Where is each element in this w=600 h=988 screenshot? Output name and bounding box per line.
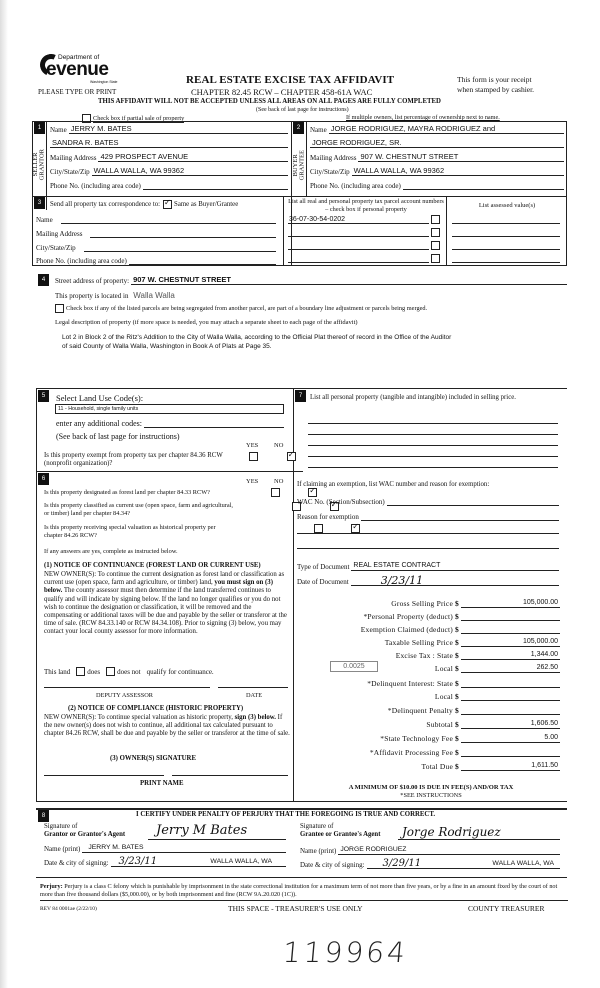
please-type: PLEASE TYPE OR PRINT bbox=[38, 88, 117, 96]
delinquent-interest-state-row: *Delinquent Interest: State $ bbox=[300, 676, 560, 688]
current-use-question: Is this property classified as current use (open space, farm and agricultural, or timber) land per chapter 84.34? bbox=[44, 502, 234, 517]
gross-selling-price-row: Gross Selling Price $ 105,000.00 bbox=[300, 596, 560, 608]
perjury-notice: Perjury: Perjury is a class C felony which is punishable by imprisonment in the state correctional institution for a maximum term of not more than five years, or by a fine in an amount fixed by the court of not more than five thousand dollars ($5,000.00), or by both imprisonment and fine (RCW 9A.20.020 (1C)). bbox=[40, 883, 568, 901]
exemption-claimed-label: Exemption Claimed (deduct) bbox=[360, 625, 453, 634]
correspondence-city-label: City/State/Zip bbox=[36, 244, 76, 252]
exempt-no-checkbox[interactable] bbox=[287, 452, 296, 461]
notice-compliance-text: NEW OWNER(S): To continue special valuation as historic property, sign (3) below. If the new owner(s) does not wish to continue, all additional tax calculated pursuant to chapter 84.26 RCW, shall be due and payable by the seller or transferor at the time of sale. bbox=[44, 714, 290, 738]
delinquent-interest-state-field[interactable] bbox=[461, 678, 560, 688]
seller-city-label: City/State/Zip bbox=[50, 168, 90, 176]
grantee-signature-label: Signature of Grantee or Grantee's Agent bbox=[300, 823, 381, 838]
grantee-date-value: 3/29/11 bbox=[382, 858, 422, 869]
assessor-date-label: DATE bbox=[246, 692, 263, 699]
buyer-phone-label: Phone No. (including area code) bbox=[310, 182, 401, 190]
logo-main-text: evenue bbox=[46, 59, 109, 80]
assessed-value-field[interactable] bbox=[452, 253, 560, 263]
owner-signature-line[interactable] bbox=[44, 770, 164, 776]
logo-sub-text: Washington State bbox=[90, 80, 118, 84]
segregated-checkbox[interactable] bbox=[55, 304, 64, 313]
deputy-assessor-label: DEPUTY ASSESSOR bbox=[96, 692, 153, 699]
continuance-choice-row bbox=[44, 667, 214, 676]
assessor-date-line[interactable] bbox=[218, 682, 288, 688]
section-6-badge: 6 bbox=[38, 473, 49, 485]
does-label: does bbox=[87, 667, 101, 676]
seller-side-label: SELLER GRANTOR bbox=[31, 149, 45, 181]
qualify-label: qualify for continuance. bbox=[146, 667, 214, 676]
additional-codes-field[interactable] bbox=[144, 418, 284, 428]
form-chapters: CHAPTER 82.45 RCW – CHAPTER 458-61A WAC bbox=[191, 87, 373, 97]
section-3-left-divider bbox=[283, 196, 284, 266]
seller-phone-row bbox=[50, 180, 288, 190]
located-in-value[interactable]: Walla Walla bbox=[133, 291, 175, 300]
notice-continuance-text: NEW OWNER(S): To continue the current designation as forest land or classification as current use (open space, farm and agriculture, or timber) land, you must sign on (3) below. The county assessor must then determine if the land transferred continues to qualify and will indicate by signing below. If the land no longer qualifies or you do not wish to continue the designation or classification, it will be removed and the compensating or additional taxes will be due and payable by the seller or transferor at the time of sale. (RCW 84.33.140 or RCW 84.34.108). Prior to signing (3) below, you may contact your local county assessor for more information. bbox=[44, 571, 287, 636]
grantor-city-value: WALLA WALLA, WA bbox=[210, 858, 272, 865]
reason-line-2[interactable] bbox=[297, 526, 559, 534]
buyer-name-2-field[interactable]: JORGE RODRIGUEZ, SR. bbox=[310, 138, 564, 148]
buyer-name-label: Name bbox=[310, 126, 327, 134]
grantor-date-value: 3/23/11 bbox=[118, 856, 158, 867]
correspondence-mailing-label: Mailing Address bbox=[36, 230, 83, 238]
assessed-header: List assessed value(s) bbox=[478, 202, 536, 209]
deputy-assessor-signature-line[interactable] bbox=[44, 682, 210, 688]
state-technology-fee-row: *State Technology Fee $ 5.00 bbox=[300, 731, 560, 743]
total-due-field[interactable]: 1,611.50 bbox=[461, 761, 560, 771]
personal-property-deduct-label: *Personal Property (deduct) bbox=[363, 612, 453, 621]
excise-tax-local-label: Local bbox=[434, 664, 453, 673]
seller-side-box bbox=[32, 134, 47, 196]
state-technology-fee-label: *State Technology Fee bbox=[380, 734, 453, 743]
section-4-badge: 4 bbox=[38, 274, 49, 286]
reason-row bbox=[297, 511, 559, 521]
correspondence-phone-field[interactable] bbox=[129, 255, 276, 265]
buyer-city-label: City/State/Zip bbox=[310, 168, 350, 176]
section-5-yes-header: YES bbox=[246, 442, 259, 449]
personal-property-line-4[interactable] bbox=[308, 450, 558, 457]
buyer-name-1-field[interactable]: JORGE RODRIGUEZ, MAYRA RODRIGUEZ and bbox=[329, 124, 564, 134]
assessed-value-field[interactable] bbox=[452, 227, 560, 237]
notice-continuance-title: (1) NOTICE OF CONTINUANCE (FOREST LAND OR CURRENT USE) bbox=[44, 562, 261, 569]
seller-city-field[interactable]: WALLA WALLA, WA 99362 bbox=[92, 166, 288, 176]
lower-bottom-line bbox=[293, 801, 567, 802]
doc-type-label: Type of Document bbox=[297, 563, 350, 571]
local-rate-box[interactable]: 0.0025 bbox=[330, 661, 378, 672]
excise-tax-local-field[interactable]: 262.50 bbox=[461, 663, 560, 673]
subtotal-row: Subtotal $ 1,606.50 bbox=[300, 717, 560, 729]
buyer-mailing-label: Mailing Address bbox=[310, 154, 357, 162]
seller-mailing-label: Mailing Address bbox=[50, 154, 97, 162]
buyer-side-box bbox=[292, 134, 307, 196]
grantee-date-label: Date & city of signing: bbox=[300, 861, 365, 869]
seller-name-label: Name bbox=[50, 126, 67, 134]
correspondence-mailing-field[interactable] bbox=[90, 228, 276, 238]
seller-city-row bbox=[50, 166, 288, 176]
legal-description-line-2[interactable]: of said County of Walla Walla, Washington in Book A of Plats at Page 35. bbox=[62, 343, 272, 350]
legal-description-label: Legal description of property (if more space is needed, you may attach a separate sheet to each page of the affidavit) bbox=[55, 319, 358, 326]
historical-question: Is this property receiving special valuation as historical property per chapter 84.26 RCW? bbox=[44, 524, 216, 539]
personal-property-checkbox[interactable] bbox=[431, 215, 440, 224]
assessed-value-field[interactable] bbox=[452, 240, 560, 250]
treasurer-use-label: THIS SPACE - TREASURER'S USE ONLY bbox=[228, 904, 363, 913]
section-6-no-header: NO bbox=[274, 478, 284, 485]
correspondence-phone-label: Phone No. (including area code) bbox=[36, 257, 127, 265]
buyer-city-field[interactable]: WALLA WALLA, WA 99362 bbox=[352, 166, 564, 176]
taxable-selling-price-row: Taxable Selling Price $ 105,000.00 bbox=[300, 635, 560, 647]
exempt-yes-checkbox[interactable] bbox=[249, 452, 258, 461]
receipt-note-2: when stamped by cashier. bbox=[457, 85, 535, 94]
minimum-fee-note: A MINIMUM OF $10.00 IS DUE IN FEE(S) AND/OR TAX bbox=[348, 784, 514, 791]
delinquent-penalty-label: *Delinquent Penalty bbox=[387, 706, 453, 715]
delinquent-interest-state-label: *Delinquent Interest: State bbox=[367, 679, 453, 688]
notice-compliance-title: (2) NOTICE OF COMPLIANCE (HISTORIC PROPERTY) bbox=[68, 705, 244, 712]
dor-logo bbox=[38, 52, 123, 92]
street-address-label: Street address of property: bbox=[55, 277, 130, 285]
taxable-selling-price-label: Taxable Selling Price bbox=[384, 638, 453, 647]
subtotal-field[interactable]: 1,606.50 bbox=[461, 719, 560, 729]
handwritten-receipt-number: 119964 bbox=[281, 936, 410, 969]
affidavit-processing-fee-label: *Affidavit Processing Fee bbox=[369, 748, 453, 757]
grantee-name-label: Name (print) bbox=[300, 847, 337, 855]
personal-property-checkbox[interactable] bbox=[431, 241, 440, 250]
this-land-label: This land bbox=[44, 667, 71, 676]
buyer-mailing-row bbox=[310, 152, 564, 162]
excise-tax-local-row: Local $ 262.50 bbox=[300, 661, 560, 673]
forest-land-question: Is this property designated as forest land per chapter 84.33 RCW? bbox=[44, 489, 210, 496]
state-technology-fee-field[interactable]: 5.00 bbox=[461, 733, 560, 743]
section-8-badge: 8 bbox=[38, 810, 49, 822]
personal-property-deduct-row: *Personal Property (deduct) $ bbox=[300, 609, 560, 621]
buyer-label-divider bbox=[306, 121, 307, 196]
reason-field[interactable] bbox=[361, 511, 559, 521]
section-1-badge: 1 bbox=[34, 122, 45, 134]
personal-property-checkbox[interactable] bbox=[431, 228, 440, 237]
section-2-badge: 2 bbox=[293, 122, 304, 134]
excise-tax-state-label: Excise Tax : State bbox=[395, 651, 453, 660]
parcel-header: List all real and personal property tax parcel account numbers – check box if personal property bbox=[288, 198, 444, 213]
delinquent-penalty-row: *Delinquent Penalty $ bbox=[300, 703, 560, 715]
personal-property-line-1[interactable] bbox=[308, 417, 558, 424]
affidavit-processing-fee-row: *Affidavit Processing Fee $ bbox=[300, 745, 560, 757]
parcel-number-field[interactable] bbox=[288, 236, 429, 237]
taxable-selling-price-field[interactable]: 105,000.00 bbox=[461, 637, 560, 647]
seller-name-1-field[interactable]: JERRY M. BATES bbox=[69, 124, 288, 134]
doc-date-field[interactable]: 3/23/11 bbox=[351, 576, 559, 586]
correspondence-phone-row bbox=[36, 255, 276, 265]
reason-line-3[interactable] bbox=[297, 541, 559, 549]
see-back-note: (See back of last page for instructions) bbox=[256, 107, 349, 113]
buyer-name-2-row bbox=[310, 138, 564, 148]
land-use-code-select[interactable]: 11 - Household, single family units bbox=[55, 404, 284, 414]
buyer-name-row bbox=[310, 124, 564, 134]
parcel-row-1 bbox=[288, 214, 440, 224]
personal-property-title: List all personal property (tangible and intangible) included in selling price. bbox=[310, 394, 516, 401]
buyer-side-label: BUYER GRANTEE bbox=[292, 149, 306, 181]
print-name-line[interactable] bbox=[172, 770, 288, 776]
doc-type-row bbox=[297, 561, 559, 571]
certification-statement: I CERTIFY UNDER PENALTY OF PERJURY THAT THE FOREGOING IS TRUE AND CORRECT. bbox=[136, 811, 436, 818]
personal-property-deduct-field[interactable] bbox=[461, 611, 560, 621]
grantee-name-row bbox=[300, 845, 560, 855]
wac-label: WAC No. (Section/Subsection) bbox=[297, 498, 385, 506]
receipt-note-1: This form is your receipt bbox=[457, 75, 532, 84]
street-address-row bbox=[55, 275, 567, 285]
exemption-label: If claiming an exemption, list WAC number and reason for exemption: bbox=[297, 481, 490, 488]
total-due-row: Total Due $ 1,611.50 bbox=[300, 759, 560, 771]
grantor-name-field[interactable]: JERRY M. BATES bbox=[82, 843, 286, 853]
additional-codes-label: enter any additional codes: bbox=[56, 419, 142, 428]
buyer-phone-field[interactable] bbox=[403, 180, 564, 190]
doc-type-field[interactable]: REAL ESTATE CONTRACT bbox=[351, 561, 559, 571]
delinquent-interest-local-row: Local $ bbox=[300, 689, 560, 701]
located-in-label: This property is located in bbox=[55, 292, 129, 300]
county-treasurer-label: COUNTY TREASURER bbox=[468, 904, 545, 913]
logo-top-text: Department of bbox=[58, 54, 100, 61]
personal-property-line-2[interactable] bbox=[308, 428, 558, 435]
section-7-divider bbox=[293, 471, 303, 472]
correspondence-mailing-row bbox=[36, 228, 276, 238]
exempt-question: Is this property exempt from property tax per chapter 84.36 RCW (nonprofit organization)? bbox=[44, 452, 223, 467]
does-not-label: does not bbox=[117, 667, 141, 676]
grantor-name-row bbox=[44, 843, 286, 853]
parcel-number-field[interactable] bbox=[288, 262, 429, 263]
buyer-phone-row bbox=[310, 180, 564, 190]
land-use-title: Select Land Use Code(s): bbox=[56, 393, 144, 403]
correspondence-name-field[interactable] bbox=[61, 214, 276, 224]
parcel-row-4 bbox=[288, 253, 440, 263]
seller-name-row bbox=[50, 124, 288, 134]
buyer-city-row bbox=[310, 166, 564, 176]
seller-label-divider bbox=[46, 121, 47, 196]
section-3-badge: 3 bbox=[34, 197, 45, 209]
grantor-signature-label: Signature of Grantor or Grantor's Agent bbox=[44, 823, 126, 838]
correspondence-name-label: Name bbox=[36, 216, 53, 224]
exemption-claimed-field[interactable] bbox=[461, 624, 560, 634]
excise-tax-state-field[interactable]: 1,344.00 bbox=[461, 650, 560, 660]
grantee-city-value: WALLA WALLA, WA bbox=[492, 860, 554, 867]
affidavit-processing-fee-field[interactable] bbox=[461, 747, 560, 757]
parcel-number-field[interactable] bbox=[288, 249, 429, 250]
section-6-yes-header: YES bbox=[246, 478, 259, 485]
personal-property-checkbox[interactable] bbox=[431, 254, 440, 263]
section-6-divider bbox=[36, 471, 294, 472]
correspondence-city-field[interactable] bbox=[84, 242, 276, 252]
same-as-buyer-checkbox[interactable] bbox=[163, 200, 172, 209]
section-5-badge: 5 bbox=[38, 390, 49, 402]
if-yes-instructions: If any answers are yes, complete as instructed below. bbox=[44, 548, 178, 555]
seller-phone-field[interactable] bbox=[143, 180, 288, 190]
print-name-label: PRINT NAME bbox=[140, 780, 184, 787]
grantee-signature-field[interactable]: Jorge Rodriguez bbox=[398, 826, 560, 840]
grantee-date-row bbox=[300, 859, 560, 869]
personal-property-line-3[interactable] bbox=[308, 439, 558, 446]
parcel-row-2 bbox=[288, 227, 440, 237]
same-as-buyer-label: Same as Buyer/Grantee bbox=[174, 201, 239, 208]
seller-mailing-row bbox=[50, 152, 288, 162]
wac-field[interactable] bbox=[387, 496, 559, 506]
personal-property-line-5[interactable] bbox=[308, 461, 558, 468]
excise-tax-state-row: Excise Tax : State $ 1,344.00 bbox=[300, 648, 560, 660]
wac-row bbox=[297, 496, 559, 506]
grantee-date-field[interactable] bbox=[367, 859, 560, 869]
delinquent-penalty-field[interactable] bbox=[461, 705, 560, 715]
correspondence-city-row bbox=[36, 242, 276, 252]
form-title: REAL ESTATE EXCISE TAX AFFIDAVIT bbox=[186, 74, 395, 86]
grantor-date-row bbox=[44, 857, 286, 867]
grantor-signature-field[interactable]: Jerry M Bates bbox=[148, 824, 286, 840]
segregated-row bbox=[55, 304, 427, 313]
doc-date-label: Date of Document bbox=[297, 578, 349, 586]
completion-warning: THIS AFFIDAVIT WILL NOT BE ACCEPTED UNLESS ALL AREAS ON ALL PAGES ARE FULLY COMPLETED bbox=[98, 98, 441, 105]
seller-name-2-field[interactable]: SANDRA R. BATES bbox=[50, 138, 288, 148]
parties-divider-horizontal bbox=[32, 196, 567, 197]
grantor-date-field[interactable] bbox=[111, 857, 286, 867]
reason-label: Reason for exemption bbox=[297, 513, 359, 521]
delinquent-interest-local-field[interactable] bbox=[461, 691, 560, 701]
legal-description-line-1[interactable]: Lot 2 in Block 2 of the Ritz's Addition to the City of Walla Walla, according to the Official Plat thereof of record in the Office of the Auditor bbox=[62, 334, 452, 341]
exemption-claimed-row: Exemption Claimed (deduct) $ bbox=[300, 622, 560, 634]
section-5-no-header: NO bbox=[274, 442, 284, 449]
lower-right-top bbox=[293, 388, 567, 389]
doc-date-row bbox=[297, 576, 559, 586]
grantee-name-field[interactable]: JORGE RODRIGUEZ bbox=[338, 845, 560, 855]
street-address-field[interactable]: 907 W. CHESTNUT STREET bbox=[131, 275, 567, 285]
correspondence-name-row bbox=[36, 214, 276, 224]
assessed-value-field[interactable] bbox=[452, 214, 560, 224]
correspondence-label: Send all property tax correspondence to: bbox=[50, 201, 161, 208]
partial-sale-label: Check box if partial sale of property bbox=[93, 114, 185, 122]
gross-selling-price-field[interactable]: 105,000.00 bbox=[461, 598, 560, 608]
gross-selling-price-label: Gross Selling Price bbox=[391, 599, 453, 608]
additional-codes-row bbox=[56, 418, 284, 428]
grantor-name-label: Name (print) bbox=[44, 845, 81, 853]
multiple-owners-note: If multiple owners, list percentage of ownership next to name. bbox=[346, 114, 500, 121]
delinquent-interest-local-label: Local bbox=[434, 692, 453, 701]
located-in-row bbox=[55, 291, 175, 300]
grantor-date-label: Date & city of signing: bbox=[44, 859, 109, 867]
seller-mailing-field[interactable]: 429 PROSPECT AVENUE bbox=[98, 152, 288, 162]
buyer-mailing-field[interactable]: 907 W. CHESTNUT STREET bbox=[358, 152, 564, 162]
does-qualify-checkbox[interactable] bbox=[76, 667, 85, 676]
seller-phone-label: Phone No. (including area code) bbox=[50, 182, 141, 190]
seller-name-2-row bbox=[50, 138, 288, 148]
see-instructions-note: *SEE INSTRUCTIONS bbox=[400, 792, 462, 799]
total-due-label: Total Due bbox=[421, 762, 453, 771]
parcel-number-field[interactable]: 36-07-30-54-0202 bbox=[288, 216, 429, 224]
section-3-badge-divider bbox=[46, 196, 47, 210]
subtotal-label: Subtotal bbox=[426, 720, 453, 729]
section-7-badge: 7 bbox=[295, 390, 306, 402]
form-revision: REV 84 0001ae (2/22/10) bbox=[40, 906, 97, 912]
land-use-see-back: (See back of last page for instructions) bbox=[56, 432, 180, 441]
scan-edge bbox=[0, 0, 8, 988]
forest-land-yes-checkbox[interactable] bbox=[271, 488, 280, 497]
segregated-label: Check box if any of the listed parcels are being segregated from another parcel, are part of a boundary line adjustment or parcels being merged. bbox=[66, 305, 428, 312]
owner-signature-label: (3) OWNER(S) SIGNATURE bbox=[110, 755, 196, 762]
parcel-row-3 bbox=[288, 240, 440, 250]
correspondence-row bbox=[50, 200, 238, 209]
does-not-qualify-checkbox[interactable] bbox=[106, 667, 115, 676]
